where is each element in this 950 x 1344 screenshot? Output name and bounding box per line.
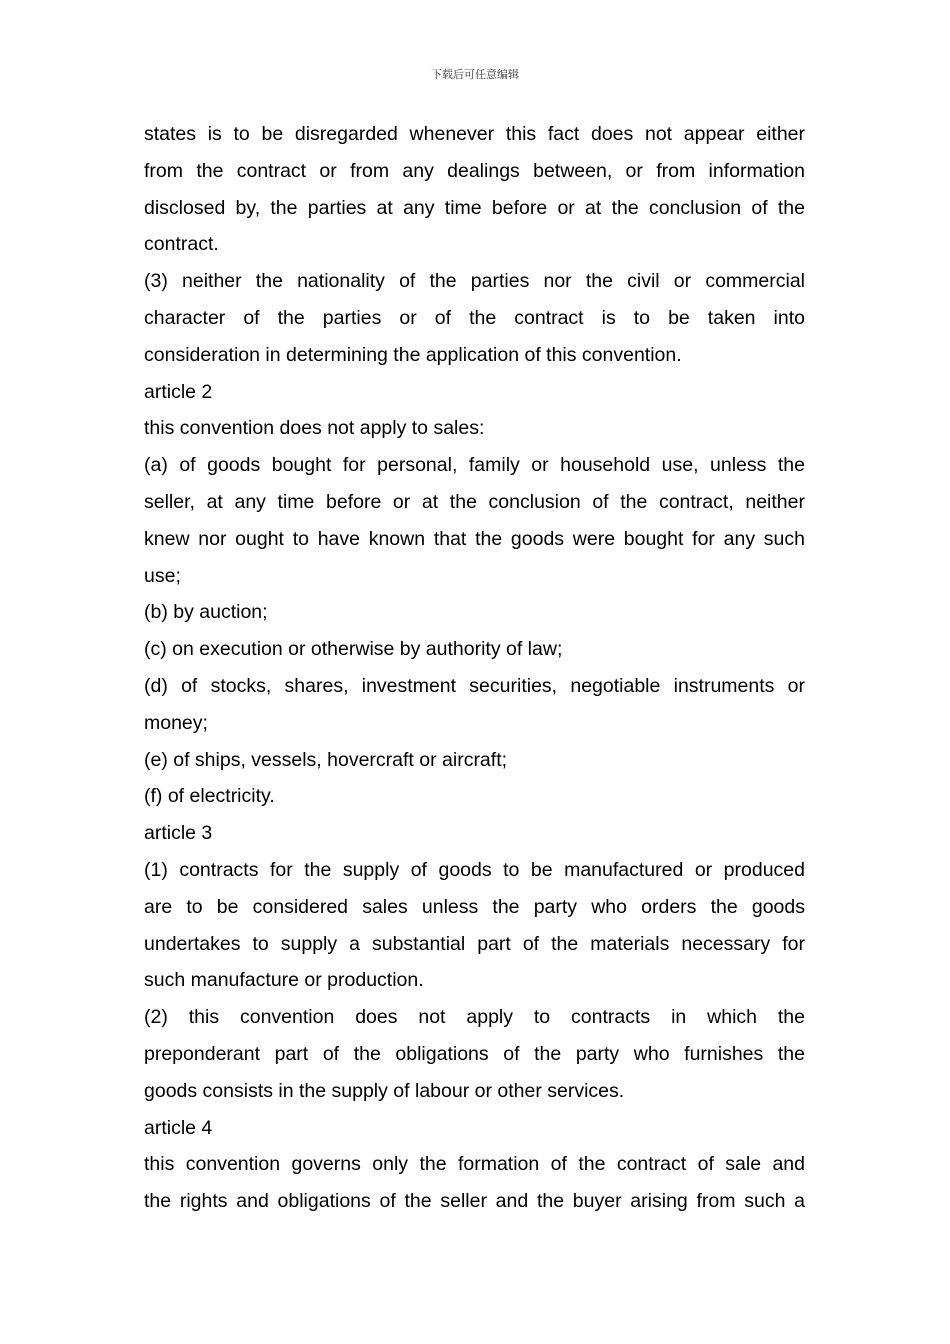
document-body [144,116,805,1220]
text-line: contract. [144,233,219,256]
text-line: (b) by auction; [144,601,268,624]
text-line: disclosed by, the parties at any time before or at the conclusion of the [144,196,805,219]
article-heading: article 4 [144,1116,213,1139]
text-line: knew nor ought to have known that the goods were bought for any such [144,527,805,550]
text-line: are to be considered sales unless the party who orders the goods [144,895,805,918]
text-line: seller, at any time before or at the conclusion of the contract, neither [144,490,805,513]
text-line: the rights and obligations of the seller and the buyer arising from such a [144,1190,805,1213]
text-line: money; [144,711,208,734]
text-line: (3) neither the nationality of the parties nor the civil or commercial [144,270,805,293]
article-heading: article 2 [144,380,213,403]
text-line: states is to be disregarded whenever this fact does not appear either [144,123,805,145]
text-line: (c) on execution or otherwise by authority of law; [144,638,563,661]
article-heading: article 3 [144,822,213,845]
text-line: consideration in determining the application of this convention. [144,343,682,366]
text-line: character of the parties or of the contract is to be taken into [144,306,805,329]
text-line: undertakes to supply a substantial part of the materials necessary for [144,932,805,955]
text-line: (1) contracts for the supply of goods to be manufactured or produced [144,858,805,881]
text-line: (2) this convention does not apply to contracts in which the [144,1006,805,1029]
text-line: goods consists in the supply of labour or other services. [144,1079,625,1102]
text-line: this convention does not apply to sales: [144,417,485,440]
text-line: use; [144,564,181,587]
text-line: such manufacture or production. [144,969,424,992]
text-line: (e) of ships, vessels, hovercraft or aircraft; [144,748,508,771]
text-line: (f) of electricity. [144,785,275,808]
text-line: (a) of goods bought for personal, family or household use, unless the [144,454,805,477]
text-line: (d) of stocks, shares, investment securities, negotiable instruments or [144,674,805,697]
text-line: from the contract or from any dealings between, or from information [144,159,805,182]
page-header: 下载后可任意编辑 [431,68,519,81]
text-line: this convention governs only the formation of the contract of sale and [144,1153,805,1176]
text-line: preponderant part of the obligations of the party who furnishes the [144,1042,805,1065]
